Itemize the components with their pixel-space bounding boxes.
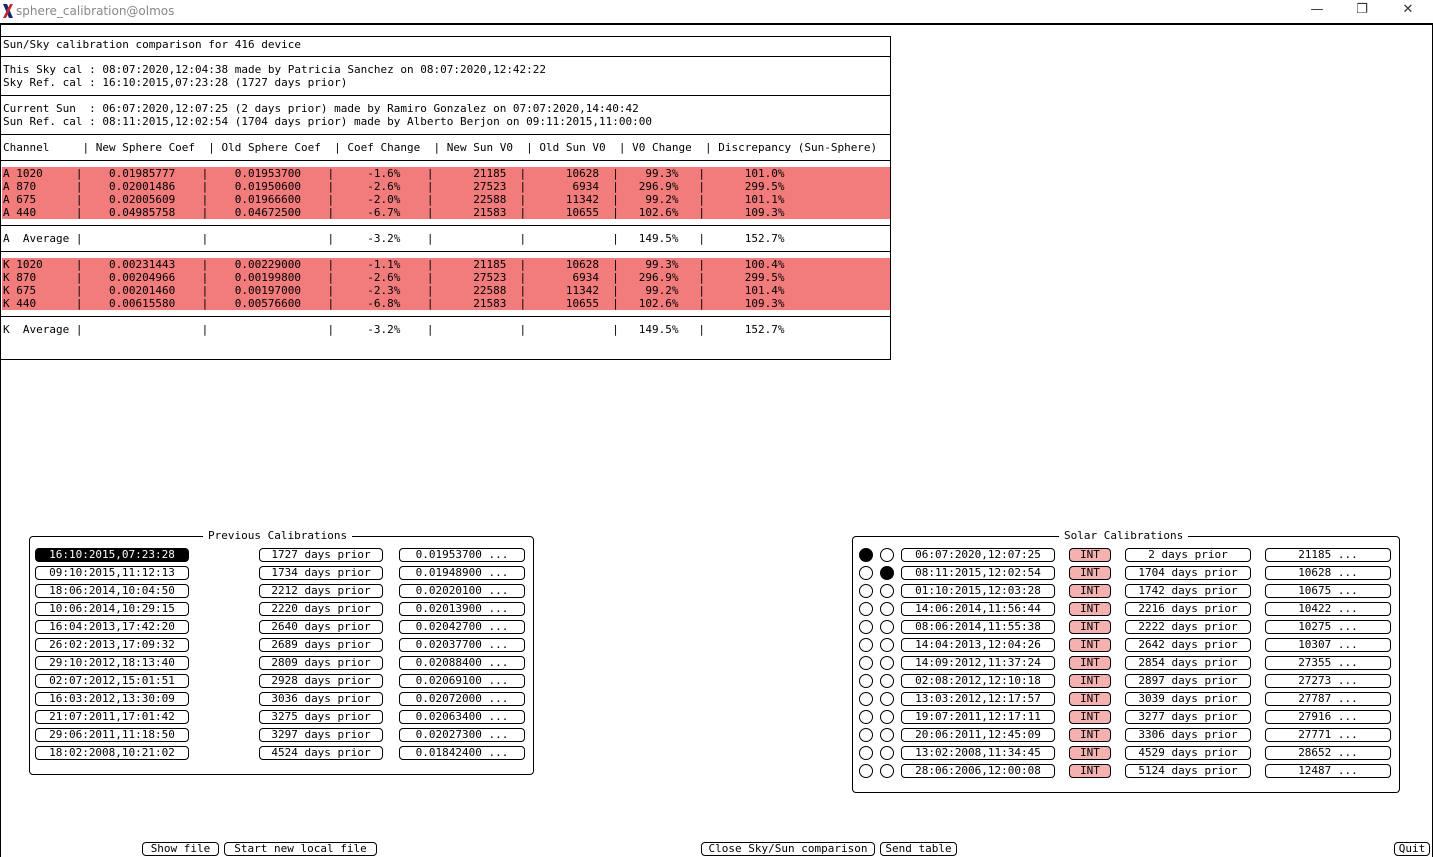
previous-cal-coef-button[interactable]: 0.02037700 ...: [399, 638, 525, 652]
close-comparison-button[interactable]: Close Sky/Sun comparison: [701, 842, 875, 856]
solar-cal-v0-button[interactable]: 27355 ...: [1265, 656, 1391, 670]
previous-cal-date-button[interactable]: 29:06:2011,11:18:50: [35, 728, 189, 742]
solar-cal-date-button[interactable]: 28:06:2006,12:00:08: [901, 764, 1055, 778]
previous-cal-date-button[interactable]: 10:06:2014,10:29:15: [35, 602, 189, 616]
window-title: sphere_calibration@olmos: [16, 4, 175, 18]
solar-cal-v0-button[interactable]: 10675 ...: [1265, 584, 1391, 598]
sky-ref-line: Sky Ref. cal : 16:10:2015,07:23:28 (1727 days prior): [3, 76, 348, 89]
table-header: Channel | New Sphere Coef | Old Sphere Coef | Coef Change | New Sun V0 | Old Sun V0 | V0 Change | Discrepancy (Sun-Sphere): [3, 141, 878, 154]
previous-cal-date-button[interactable]: 21:07:2011,17:01:42: [35, 710, 189, 724]
table-row-k-average: K Average | | | -3.2% | | | 149.5% | 152.7%: [3, 323, 785, 336]
solar-cal-date-button[interactable]: 08:06:2014,11:55:38: [901, 620, 1055, 634]
previous-cal-days-field: 4524 days prior: [259, 746, 383, 760]
restore-button[interactable]: [1339, 0, 1385, 22]
current-sun-radio[interactable]: [859, 602, 873, 616]
solar-cal-date-button[interactable]: 02:08:2012,12:10:18: [901, 674, 1055, 688]
reference-sun-radio[interactable]: [880, 674, 894, 688]
solar-cal-v0-button[interactable]: 10628 ...: [1265, 566, 1391, 580]
comparison-report: [0, 36, 891, 360]
solar-cal-date-button[interactable]: 20:06:2011,12:45:09: [901, 728, 1055, 742]
table-row-a-average: A Average | | | -3.2% | | | 149.5% | 152.7%: [3, 232, 785, 245]
solar-cal-days-field: 2222 days prior: [1125, 620, 1251, 634]
divider: [1, 225, 890, 226]
title-bar: [0, 0, 1433, 22]
show-file-button[interactable]: Show file: [142, 842, 219, 856]
divider: [1, 316, 890, 317]
solar-cal-days-field: 3306 days prior: [1125, 728, 1251, 742]
int-badge[interactable]: INT: [1069, 764, 1111, 778]
int-badge[interactable]: INT: [1069, 602, 1111, 616]
table-row-a-870: A 870 | 0.02001486 | 0.01950600 | -2.6% | 27523 | 6934 | 296.9% | 299.5%: [3, 180, 785, 193]
sun-ref-line: Sun Ref. cal : 08:11:2015,12:02:54 (1704 days prior) made by Alberto Berjon on 09:11:2015,11:00:00: [3, 115, 653, 128]
solar-calibrations-title: Solar Calibrations: [1059, 529, 1188, 543]
previous-cal-coef-button[interactable]: 0.01842400 ...: [399, 746, 525, 760]
divider: [1, 251, 890, 252]
reference-sun-radio[interactable]: [880, 566, 894, 580]
int-badge[interactable]: INT: [1069, 584, 1111, 598]
previous-cal-coef-button[interactable]: 0.02013900 ...: [399, 602, 525, 616]
current-sun-radio[interactable]: [859, 728, 873, 742]
int-badge[interactable]: INT: [1069, 746, 1111, 760]
previous-cal-days-field: 2220 days prior: [259, 602, 383, 616]
current-sun-radio[interactable]: [859, 674, 873, 688]
reference-sun-radio[interactable]: [880, 728, 894, 742]
close-window-button[interactable]: [1385, 0, 1431, 22]
previous-cal-days-field: 3275 days prior: [259, 710, 383, 724]
previous-cal-days-field: 2809 days prior: [259, 656, 383, 670]
current-sun-radio[interactable]: [859, 764, 873, 778]
solar-cal-date-button[interactable]: 14:09:2012,11:37:24: [901, 656, 1055, 670]
sky-cal-line: This Sky cal : 08:07:2020,12:04:38 made by Patricia Sanchez on 08:07:2020,12:42:22: [3, 63, 547, 76]
int-badge[interactable]: INT: [1069, 728, 1111, 742]
solar-cal-date-button[interactable]: 13:03:2012,12:17:57: [901, 692, 1055, 706]
reference-sun-radio[interactable]: [880, 656, 894, 670]
previous-cal-coef-button[interactable]: 0.02063400 ...: [399, 710, 525, 724]
int-badge[interactable]: INT: [1069, 692, 1111, 706]
solar-cal-date-button[interactable]: 01:10:2015,12:03:28: [901, 584, 1055, 598]
current-sun-radio[interactable]: [859, 692, 873, 706]
restore-icon: ❐: [1356, 2, 1368, 17]
previous-cal-date-button[interactable]: 16:03:2012,13:30:09: [35, 692, 189, 706]
solar-cal-days-field: 3277 days prior: [1125, 710, 1251, 724]
solar-cal-days-field: 2897 days prior: [1125, 674, 1251, 688]
solar-cal-date-button[interactable]: 08:11:2015,12:02:54: [901, 566, 1055, 580]
previous-cal-days-field: 2212 days prior: [259, 584, 383, 598]
table-row-k-870: K 870 | 0.00204966 | 0.00199800 | -2.6% | 27523 | 6934 | 296.9% | 299.5%: [3, 271, 785, 284]
solar-cal-date-button[interactable]: 13:02:2008,11:34:45: [901, 746, 1055, 760]
minimize-icon: —: [1310, 2, 1324, 17]
previous-cal-date-button[interactable]: 26:02:2013,17:09:32: [35, 638, 189, 652]
solar-cal-date-button[interactable]: 14:06:2014,11:56:44: [901, 602, 1055, 616]
int-badge[interactable]: INT: [1069, 566, 1111, 580]
current-sun-radio[interactable]: [859, 746, 873, 760]
int-badge[interactable]: INT: [1069, 656, 1111, 670]
solar-cal-date-button[interactable]: 06:07:2020,12:07:25: [901, 548, 1055, 562]
solar-cal-v0-button[interactable]: 10307 ...: [1265, 638, 1391, 652]
solar-cal-days-field: 3039 days prior: [1125, 692, 1251, 706]
previous-cal-days-field: 2928 days prior: [259, 674, 383, 688]
solar-cal-days-field: 4529 days prior: [1125, 746, 1251, 760]
previous-cal-coef-button[interactable]: 0.02088400 ...: [399, 656, 525, 670]
previous-cal-days-field: 2689 days prior: [259, 638, 383, 652]
previous-cal-date-button[interactable]: 02:07:2012,15:01:51: [35, 674, 189, 688]
solar-cal-v0-button[interactable]: 27771 ...: [1265, 728, 1391, 742]
start-new-local-file-button[interactable]: Start new local file: [224, 842, 377, 856]
reference-sun-radio[interactable]: [880, 710, 894, 724]
solar-cal-days-field: 2642 days prior: [1125, 638, 1251, 652]
previous-cal-date-button[interactable]: 29:10:2012,18:13:40: [35, 656, 189, 670]
previous-cal-coef-button[interactable]: 0.02020100 ...: [399, 584, 525, 598]
reference-sun-radio[interactable]: [880, 638, 894, 652]
current-sun-radio[interactable]: [859, 620, 873, 634]
solar-cal-days-field: 1704 days prior: [1125, 566, 1251, 580]
quit-button[interactable]: Quit: [1394, 842, 1430, 856]
table-row-k-440: K 440 | 0.00615580 | 0.00576600 | -6.8% | 21583 | 10655 | 102.6% | 109.3%: [3, 297, 785, 310]
previous-cal-coef-button[interactable]: 0.01953700 ...: [399, 548, 525, 562]
solar-cal-v0-button[interactable]: 28652 ...: [1265, 746, 1391, 760]
app-x-icon: [2, 4, 13, 18]
solar-cal-days-field: 2 days prior: [1125, 548, 1251, 562]
int-badge[interactable]: INT: [1069, 674, 1111, 688]
previous-cal-days-field: 1734 days prior: [259, 566, 383, 580]
current-sun-radio[interactable]: [859, 638, 873, 652]
reference-sun-radio[interactable]: [880, 548, 894, 562]
reference-sun-radio[interactable]: [880, 764, 894, 778]
table-row-a-440: A 440 | 0.04985758 | 0.04672500 | -6.7% | 21583 | 10655 | 102.6% | 109.3%: [3, 206, 785, 219]
send-table-button[interactable]: Send table: [880, 842, 957, 856]
solar-cal-days-field: 2216 days prior: [1125, 602, 1251, 616]
solar-cal-v0-button[interactable]: 27273 ...: [1265, 674, 1391, 688]
solar-cal-v0-button[interactable]: 21185 ...: [1265, 548, 1391, 562]
solar-cal-days-field: 2854 days prior: [1125, 656, 1251, 670]
previous-cal-coef-button[interactable]: 0.02027300 ...: [399, 728, 525, 742]
int-badge[interactable]: INT: [1069, 548, 1111, 562]
int-badge[interactable]: INT: [1069, 620, 1111, 634]
int-badge[interactable]: INT: [1069, 710, 1111, 724]
current-sun-radio[interactable]: [859, 584, 873, 598]
current-sun-radio[interactable]: [859, 710, 873, 724]
minimize-button[interactable]: [1294, 0, 1340, 22]
divider: [1, 95, 890, 96]
int-badge[interactable]: INT: [1069, 638, 1111, 652]
solar-cal-v0-button[interactable]: 27787 ...: [1265, 692, 1391, 706]
divider: [1, 160, 890, 161]
previous-cal-days-field: 3036 days prior: [259, 692, 383, 706]
current-sun-line: Current Sun : 06:07:2020,12:07:25 (2 days prior) made by Ramiro Gonzalez on 07:07:2020,14:40:42: [3, 102, 639, 115]
reference-sun-radio[interactable]: [880, 692, 894, 706]
reference-sun-radio[interactable]: [880, 602, 894, 616]
previous-cal-date-button[interactable]: 16:04:2013,17:42:20: [35, 620, 189, 634]
current-sun-radio[interactable]: [859, 566, 873, 580]
previous-cal-date-button[interactable]: 18:02:2008,10:21:02: [35, 746, 189, 760]
current-sun-radio[interactable]: [859, 548, 873, 562]
solar-cal-days-field: 1742 days prior: [1125, 584, 1251, 598]
previous-cal-days-field: 1727 days prior: [259, 548, 383, 562]
solar-cal-v0-button[interactable]: 12487 ...: [1265, 764, 1391, 778]
solar-cal-v0-button[interactable]: 10275 ...: [1265, 620, 1391, 634]
previous-cal-coef-button[interactable]: 0.01948900 ...: [399, 566, 525, 580]
previous-cal-days-field: 2640 days prior: [259, 620, 383, 634]
solar-cal-date-button[interactable]: 19:07:2011,12:17:11: [901, 710, 1055, 724]
divider: [1, 134, 890, 135]
table-row-a-1020: A 1020 | 0.01985777 | 0.01953700 | -1.6% | 21185 | 10628 | 99.3% | 101.0%: [3, 167, 785, 180]
current-sun-radio[interactable]: [859, 656, 873, 670]
table-row-k-675: K 675 | 0.00201460 | 0.00197000 | -2.3% | 22588 | 11342 | 99.2% | 101.4%: [3, 284, 785, 297]
previous-cal-coef-button[interactable]: 0.02072000 ...: [399, 692, 525, 706]
reference-sun-radio[interactable]: [880, 584, 894, 598]
table-row-a-675: A 675 | 0.02005609 | 0.01966600 | -2.0% | 22588 | 11342 | 99.2% | 101.1%: [3, 193, 785, 206]
solar-cal-v0-button[interactable]: 10422 ...: [1265, 602, 1391, 616]
previous-cal-date-button[interactable]: 18:06:2014,10:04:50: [35, 584, 189, 598]
solar-cal-v0-button[interactable]: 27916 ...: [1265, 710, 1391, 724]
solar-cal-date-button[interactable]: 14:04:2013,12:04:26: [901, 638, 1055, 652]
previous-cal-date-button[interactable]: 09:10:2015,11:12:13: [35, 566, 189, 580]
previous-cal-coef-button[interactable]: 0.02042700 ...: [399, 620, 525, 634]
previous-cal-coef-button[interactable]: 0.02069100 ...: [399, 674, 525, 688]
reference-sun-radio[interactable]: [880, 746, 894, 760]
previous-calibrations-title: Previous Calibrations: [203, 529, 352, 543]
divider: [1, 56, 890, 57]
report-heading: Sun/Sky calibration comparison for 416 device: [3, 38, 302, 51]
close-icon: ✕: [1402, 2, 1414, 17]
previous-cal-days-field: 3297 days prior: [259, 728, 383, 742]
previous-cal-date-button[interactable]: 16:10:2015,07:23:28: [35, 548, 189, 562]
solar-cal-days-field: 5124 days prior: [1125, 764, 1251, 778]
reference-sun-radio[interactable]: [880, 620, 894, 634]
table-row-k-1020: K 1020 | 0.00231443 | 0.00229000 | -1.1% | 21185 | 10628 | 99.3% | 100.4%: [3, 258, 785, 271]
